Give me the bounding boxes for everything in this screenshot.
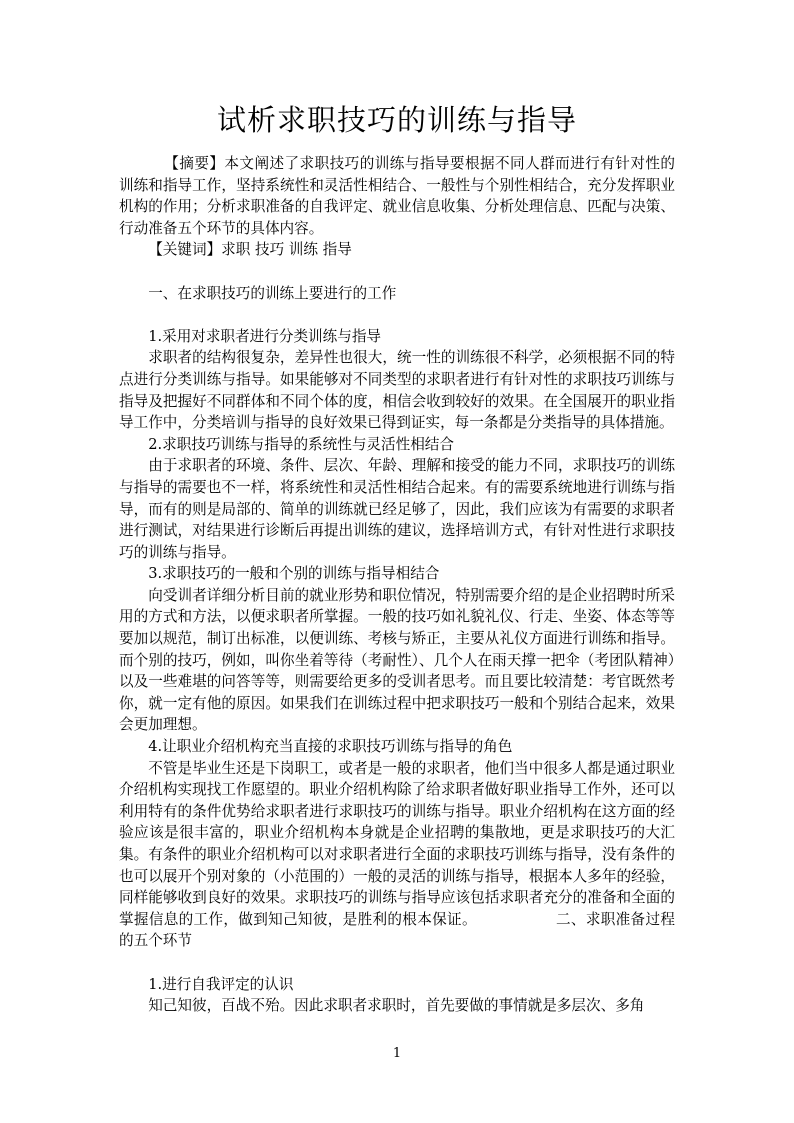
paragraph-1-2: 由于求职者的环境、条件、层次、年龄、理解和接受的能力不同，求职技巧的训练与指导的需要也不一样，将系统性和灵活性相结合起来。有的需要系统地进行训练与指导，而有的则是局部的、简单的训练就已经足够了，因此，我们应该为有需要的求职者进行测试，对结果进行诊断后再提出训练的建议，选择培训方式，有针对性进行求职技巧的训练与指导。 [119, 457, 675, 561]
paragraph-2-1: 知己知彼，百战不殆。因此求职者求职时，首先要做的事情就是多层次、多角 [148, 997, 645, 1015]
subsection-heading-1-3: 3.求职技巧的一般和个别的训练与指导相结合 [148, 565, 440, 583]
spacer [119, 304, 675, 326]
paper-body [119, 153, 675, 1017]
subsection-heading-2-1: 1.进行自我评定的认识 [148, 975, 294, 993]
subsection-heading-1-1: 1.采用对求职者进行分类训练与指导 [148, 327, 382, 345]
abstract: 【摘要】本文阐述了求职技巧的训练与指导要根据不同人群而进行有针对性的训练和指导工作，坚持系统性和灵活性相结合、一般性与个别性相结合，充分发挥职业机构的作用；分析求职准备的自我评定、就业信息收集、分析处理信息、匹配与决策、行动准备五个环节的具体内容。 [119, 155, 675, 237]
paper-title: 试析求职技巧的训练与指导 [216, 103, 577, 137]
paragraph-1-3: 向受训者详细分析目前的就业形势和职位情况，特别需要介绍的是企业招聘时所采用的方式和方法，以便求职者所掌握。一般的技巧如礼貌礼仪、行走、坐姿、体态等等要加以规范，制订出标准，以便训练、考核与矫正，主要从礼仪方面进行训练和指导。而个别的技巧，例如，叫你坐着等待（考耐性）、几个人在雨天撑一把伞（考团队精神）以及一些难堪的问答等等，则需要给更多的受训者思考。而且要比较清楚：考官既然考你，就一定有他的原因。如果我们在训练过程中把求职技巧一般和个别结合起来，效果会更加理想。 [119, 586, 675, 734]
subsection-heading-1-4: 4.让职业介绍机构充当直接的求职技巧训练与指导的角色 [148, 738, 513, 756]
section-heading-1: 一、在求职技巧的训练上要进行的工作 [148, 284, 397, 302]
paragraph-1-1: 求职者的结构很复杂，差异性也很大，统一性的训练很不科学，必须根据不同的特点进行分类训练与指导。如果能够对不同类型的求职者进行有针对性的求职技巧训练与指导及把握好不同群体和不同个体的度，相信会收到较好的效果。在全国展开的职业指导工作中，分类培训与指导的良好效果已得到证实，每一条都是分类指导的具体措施。 [119, 349, 675, 432]
page-number: 1 [392, 1046, 402, 1061]
paragraph-1-4 [119, 758, 675, 952]
keywords: 【关键词】求职 技巧 训练 指导 [148, 241, 352, 259]
subsection-heading-1-2: 2.求职技巧训练与指导的系统性与灵活性相结合 [148, 435, 454, 453]
paragraph-1-4-text: 不管是毕业生还是下岗职工，或者是一般的求职者，他们当中很多人都是通过职业介绍机构实现找工作愿望的。职业介绍机构除了给求职者做好职业指导工作外，还可以利用特有的条件优势给求职者进行求职技巧的训练与指导。职业介绍机构在这方面的经验应该是很丰富的，职业介绍机构本身就是企业招聘的集散地，更是求职技巧的大汇集。有条件的职业介绍机构可以对求职者进行全面的求职技巧训练与指导，没有条件的也可以展开个别对象的（小范围的）一般的灵活的训练与指导，根据本人多年的经验，同样能够收到良好的效果。求职技巧的训练与指导应该包括求职者充分的准备和全面的掌握信息的工作，做到知己知彼，是胜利的根本保证。 [119, 759, 675, 928]
section-heading-2: 二、求职准备过程的五个环节 [119, 910, 675, 950]
spacer [119, 952, 675, 974]
spacer [119, 261, 675, 283]
